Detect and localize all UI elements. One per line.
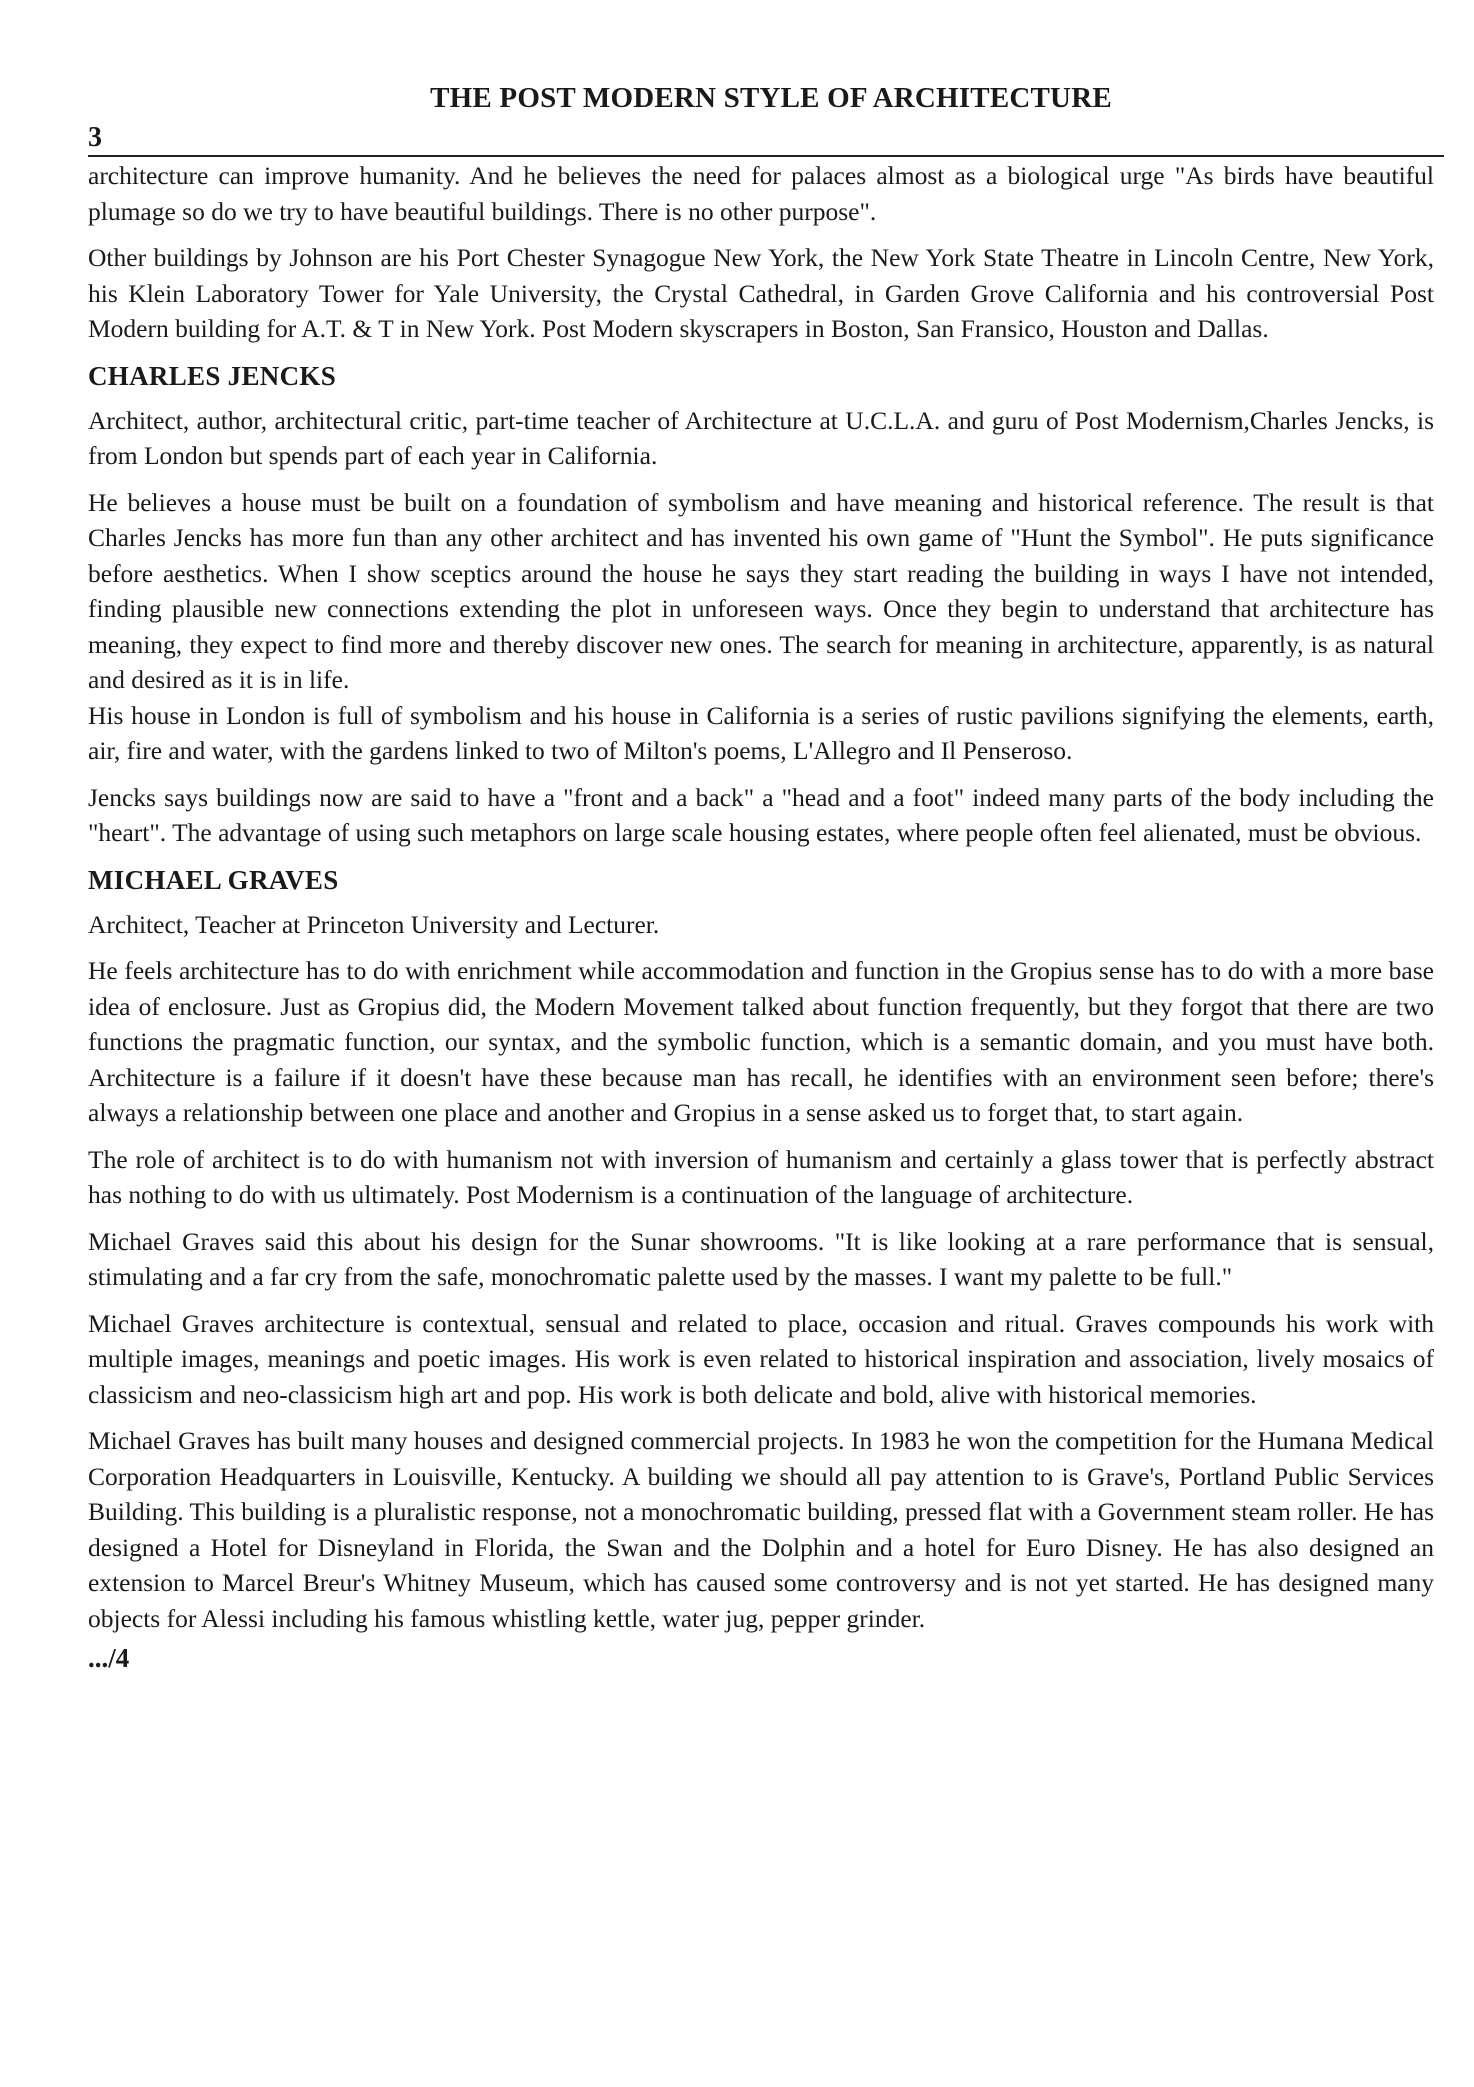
jencks-paragraph: Architect, author, architectural critic, part-time teacher of Architecture at U.C.L.A. and guru of Post Modernism,Charles Jencks, is from London but spends part of each year in California. bbox=[88, 405, 1434, 470]
body-text bbox=[88, 158, 1434, 1675]
intro-paragraph: Other buildings by Johnson are his Port Chester Synagogue New York, the New York State Theatre in Lincoln Centre, New York, his Klein Laboratory Tower for Yale University, the Crystal Cathedral, in Garden Grove California and his controversial Post Modern building for A.T. & T in New York. Post Modern skyscrapers in Boston, San Fransico, Houston and Dallas. bbox=[88, 243, 1434, 343]
continuation-marker: .../4 bbox=[88, 1643, 130, 1673]
graves-paragraph: He feels architecture has to do with enrichment while accommodation and function in the Gropius sense has to do with a more base idea of enclosure. Just as Gropius did, the Modern Movement talked about function frequently, but they forgot that there are two functions the pragmatic function, our syntax, and the symbolic function, which is a semantic domain, and you must have both. Architecture is a failure if it doesn't have these because man has recall, he identifies with an environment seen before; there's always a relationship between one place and another and Gropius in a sense asked us to forget that, to start again. bbox=[88, 956, 1434, 1127]
running-header bbox=[88, 82, 1434, 158]
graves-paragraph: Architect, Teacher at Princeton University and Lecturer. bbox=[88, 909, 660, 939]
page-number: 3 bbox=[88, 122, 102, 153]
jencks-paragraph: He believes a house must be built on a foundation of symbolism and have meaning and historical reference. The result is that Charles Jencks has more fun than any other architect and has invented his own game of "Hunt the Symbol". He puts significance before aesthetics. When I show sceptics around the house he says they start reading the building in ways I have not intended, finding plausible new connections extending the plot in unforeseen ways. Once they begin to understand that architecture has meaning, they expect to find more and thereby discover new ones. The search for meaning in architecture, apparently, is as natural and desired as it is in life. bbox=[88, 487, 1434, 694]
graves-paragraph: The role of architect is to do with humanism not with inversion of humanism and certainly a glass tower that is perfectly abstract has nothing to do with us ultimately. Post Modernism is a continuation of the language of architecture. bbox=[88, 1144, 1434, 1209]
section-heading-michael-graves: MICHAEL GRAVES bbox=[88, 864, 339, 895]
graves-paragraph: Michael Graves said this about his design for the Sunar showrooms. "It is like looking at a rare performance that is sensual, stimulating and a far cry from the safe, monochromatic palette used by the masses. I want my palette to be full." bbox=[88, 1226, 1434, 1291]
jencks-paragraph: Jencks says buildings now are said to have a "front and a back" a "head and a foot" indeed many parts of the body including the "heart". The advantage of using such metaphors on large scale housing estates, where people often feel alienated, must be obvious. bbox=[88, 782, 1434, 847]
section-heading-charles-jencks: CHARLES JENCKS bbox=[88, 360, 337, 391]
graves-paragraph: Michael Graves has built many houses and designed commercial projects. In 1983 he won the competition for the Humana Medical Corporation Headquarters in Louisville, Kentucky. A building we should all pay attention to is Grave's, Portland Public Services Building. This building is a pluralistic response, not a monochromatic building, pressed flat with a Government steam roller. He has designed a Hotel for Disneyland in Florida, the Swan and the Dolphin and a hotel for Euro Disney. He has also designed an extension to Marcel Breur's Whitney Museum, which has caused some controversy and is not yet started. He has designed many objects for Alessi including his famous whistling kettle, water jug, pepper grinder. bbox=[88, 1426, 1434, 1633]
intro-paragraph: architecture can improve humanity. And he believes the need for palaces almost as a biological urge "As birds have beautiful plumage so do we try to have beautiful buildings. There is no other purpose". bbox=[88, 161, 1434, 226]
document-title: THE POST MODERN STYLE OF ARCHITECTURE bbox=[430, 82, 1112, 114]
document-page bbox=[88, 82, 1434, 1675]
jencks-paragraph: His house in London is full of symbolism and his house in California is a series of rustic pavilions signifying the elements, earth, air, fire and water, with the gardens linked to two of Milton's poems, L'Allegro and Il Penseroso. bbox=[88, 700, 1434, 765]
header-rule bbox=[88, 155, 1444, 157]
graves-paragraph: Michael Graves architecture is contextual, sensual and related to place, occasion and ritual. Graves compounds his work with multiple images, meanings and poetic images. His work is even related to historical inspiration and association, lively mosaics of classicism and neo-classicism high art and pop. His work is both delicate and bold, alive with historical memories. bbox=[88, 1308, 1434, 1409]
